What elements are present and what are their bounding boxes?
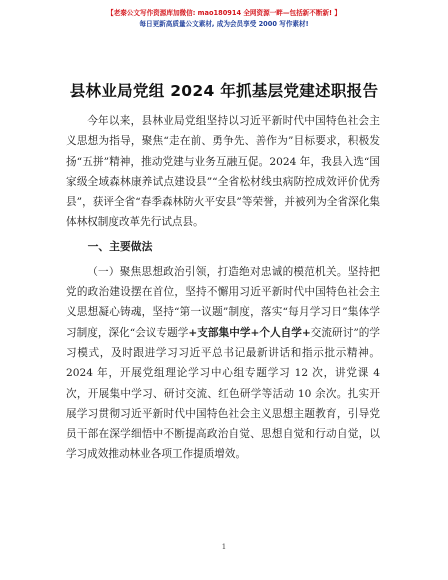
- page-number: 1: [221, 543, 227, 551]
- document-body: [66, 111, 380, 465]
- section-heading: 一、主要做法: [87, 239, 153, 253]
- banner-line-1: 【老秦公文写作资源库加微信: mao180914 全网资源一畔—包括新不断新! 】: [107, 9, 341, 17]
- section-paragraph: [66, 262, 380, 465]
- section-paragraph-bold: +支部集中学+个人自学+: [188, 326, 311, 339]
- section-paragraph-part-2: 交流研讨”的学习模式，及时跟进学习习近平总书记最新讲话和指示批示精神。2024 年，开展党组理论学习中心组专题学习 12 次，讲党课 4 次，开展集中学习、研讨交流、红色研学等活动 10 余次。扎实开展学习贯彻习近平新时代中国特色社会主义思想主题教育，引导党员干部在深学细悟中不断提高政治自觉、思想自觉和行动自觉，以学习成效推动林业各项工作提质增效。: [66, 326, 380, 461]
- intro-paragraph: 今年以来，县林业局党组坚持以习近平新时代中国特色社会主义思想为指导，聚焦“走在前、勇争先、善作为”目标要求，积极发扬“五拼”精神，推动党建与业务互融互促。2024 年，我县入选“国家级全域森林康养试点建设县”“全省松材线虫病防控成效评价优秀县”，获评全省“春季森林防火平安县”等荣誉，并被列为全省深化集体林权制度改革先行试点县。: [66, 115, 380, 229]
- section-paragraph-part-1: （一）聚焦思想政治引领，打造绝对忠诚的模范机关。坚持把党的政治建设摆在首位，坚持不懈用习近平新时代中国特色社会主义思想凝心铸魂，坚持“第一议题”制度，落实“每月学习日”集体学习制度，深化“会议专题学: [66, 265, 380, 339]
- document-title: 县林业局党组 2024 年抓基层党建述职报告: [69, 82, 379, 100]
- header-banner: [0, 8, 448, 30]
- banner-line-2: 每日更新高质量公文素材, 成为会员享受 2000 写作素材!: [139, 20, 309, 28]
